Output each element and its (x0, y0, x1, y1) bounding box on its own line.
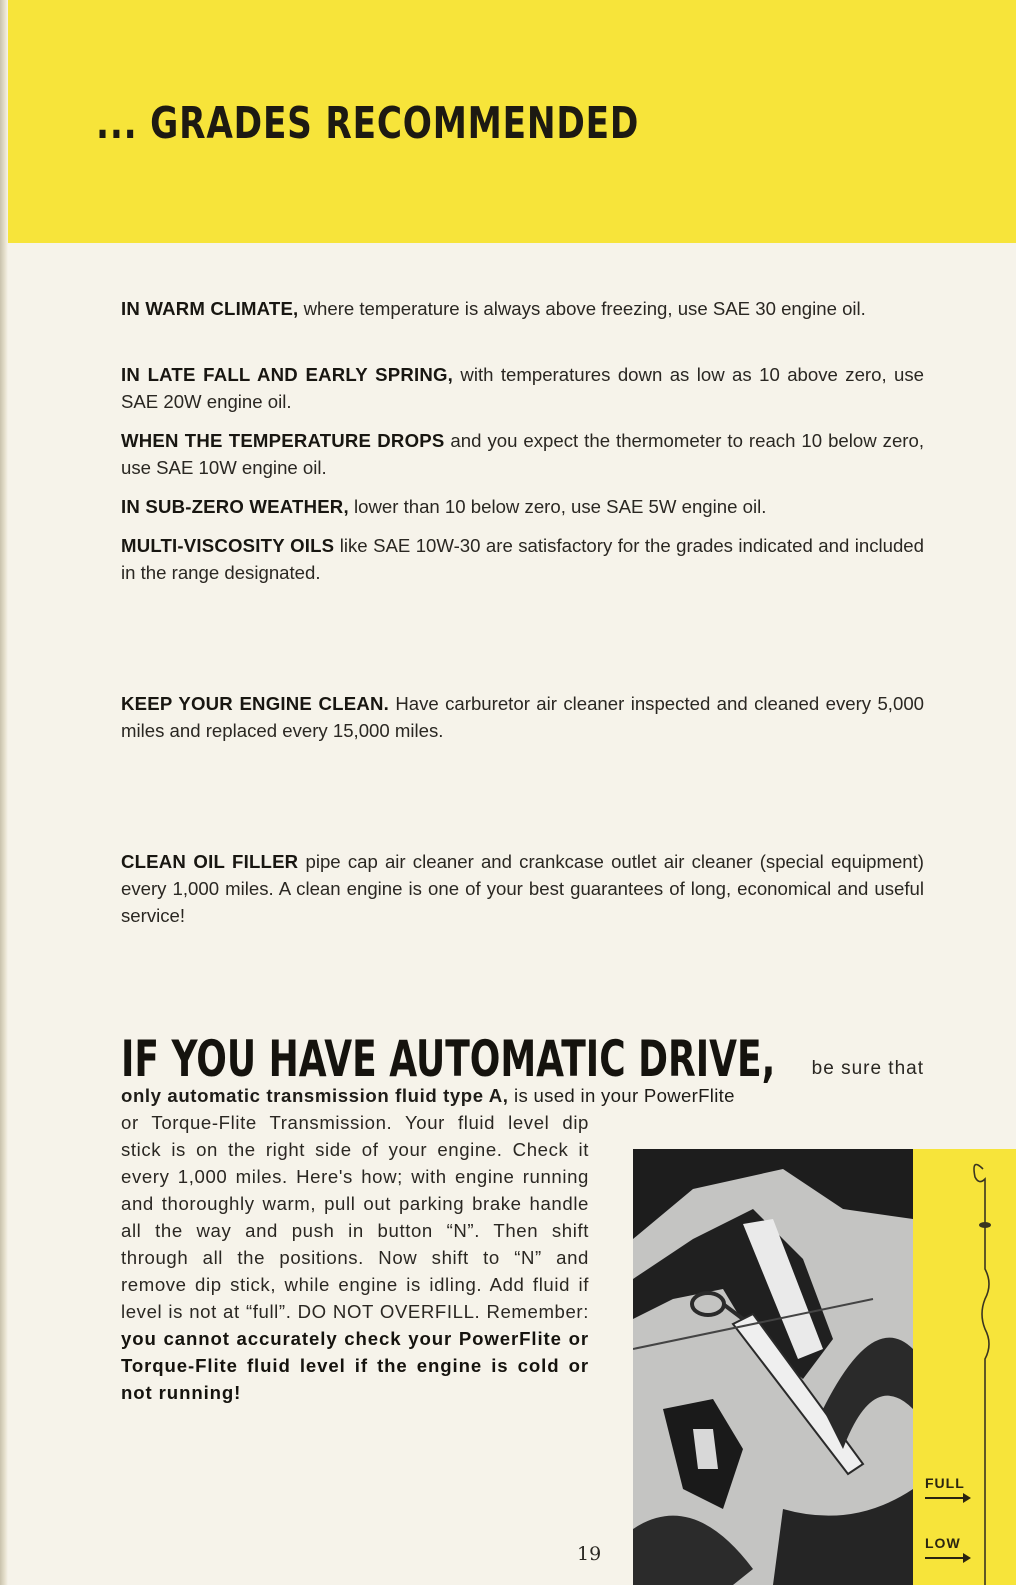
automatic-drive-heading (121, 1030, 924, 1088)
automatic-drive-title: IF YOU HAVE AUTOMATIC DRIVE, (121, 1030, 776, 1088)
grade-text: where temperature is always above freezing, use SAE 30 engine oil. (298, 298, 866, 319)
grade-text: lower than 10 below zero, use SAE 5W engine oil. (348, 496, 767, 517)
fluid-type-text: is used in your PowerFlite (508, 1085, 735, 1106)
automatic-drive-title-tail: be sure that (811, 1058, 924, 1079)
dipstick-warning: you cannot accurately check your PowerFlite or Torque-Flite fluid level if the engine is cold or not running! (121, 1328, 589, 1403)
grade-lead: MULTI-VISCOSITY OILS (121, 535, 335, 556)
low-label: LOW (925, 1535, 961, 1551)
fluid-type-bold: only automatic transmission fluid type A, (121, 1085, 509, 1106)
grade-sub-zero (121, 493, 924, 520)
engine-illustration (633, 1149, 913, 1585)
full-arrow-icon (925, 1497, 969, 1499)
grade-lead: IN LATE FALL AND EARLY SPRING, (121, 364, 453, 385)
automatic-drive-body (121, 1109, 589, 1406)
oil-filler-text: pipe cap air cleaner and crankcase outlet air cleaner (special equipment) every 1,000 miles. A clean engine is one of your best guarantees of long, economical and useful service! (121, 851, 924, 926)
low-arrow-icon (925, 1557, 969, 1559)
dipstick-instructions: or Torque-Flite Transmission. Your fluid level dip stick is on the right side of your engine. Check it every 1,000 miles. Here's how; with engine running and thoroughly warm, pull out parking brake handle all the way and push in button “N”. Then shift through all the positions. Now shift to “N” and remove dip stick, while engine is idling. Add fluid if level is not at “full”. DO NOT OVERFILL. Remember: (121, 1112, 589, 1322)
grade-lead: IN WARM CLIMATE, (121, 298, 299, 319)
grade-lead: WHEN THE TEMPERATURE DROPS (121, 430, 445, 451)
grade-lead: IN SUB-ZERO WEATHER, (121, 496, 349, 517)
oil-filler-lead: CLEAN OIL FILLER (121, 851, 299, 872)
grade-warm-climate (121, 295, 924, 322)
grade-late-fall (121, 361, 924, 415)
dipstick-gauge-panel (913, 1149, 1016, 1585)
header-band (8, 0, 1016, 243)
engine-clean-lead: KEEP YOUR ENGINE CLEAN. (121, 693, 389, 714)
grade-text: with temperatures down as low as 10 above zero, use SAE 20W engine oil. (121, 364, 924, 412)
automatic-drive-lead (121, 1082, 924, 1109)
grade-temperature-drops (121, 427, 924, 481)
full-label: FULL (925, 1475, 965, 1491)
grade-text: like SAE 10W-30 are satisfactory for the grades indicated and included in the range designated. (121, 535, 924, 583)
dipstick-icon (913, 1149, 1016, 1585)
page-number: 19 (577, 1543, 602, 1565)
grade-text: and you expect the thermometer to reach 10 below zero, use SAE 10W engine oil. (121, 430, 924, 478)
page-binding-edge (0, 0, 8, 1585)
engine-clean-paragraph (121, 690, 924, 744)
page-title: ... GRADES RECOMMENDED (96, 98, 640, 149)
oil-filler-paragraph (121, 848, 924, 929)
grade-multi-viscosity (121, 532, 924, 586)
engine-dipstick-photo (633, 1149, 913, 1585)
engine-clean-text: Have carburetor air cleaner inspected and cleaned every 5,000 miles and replaced every 15,000 miles. (121, 693, 924, 741)
